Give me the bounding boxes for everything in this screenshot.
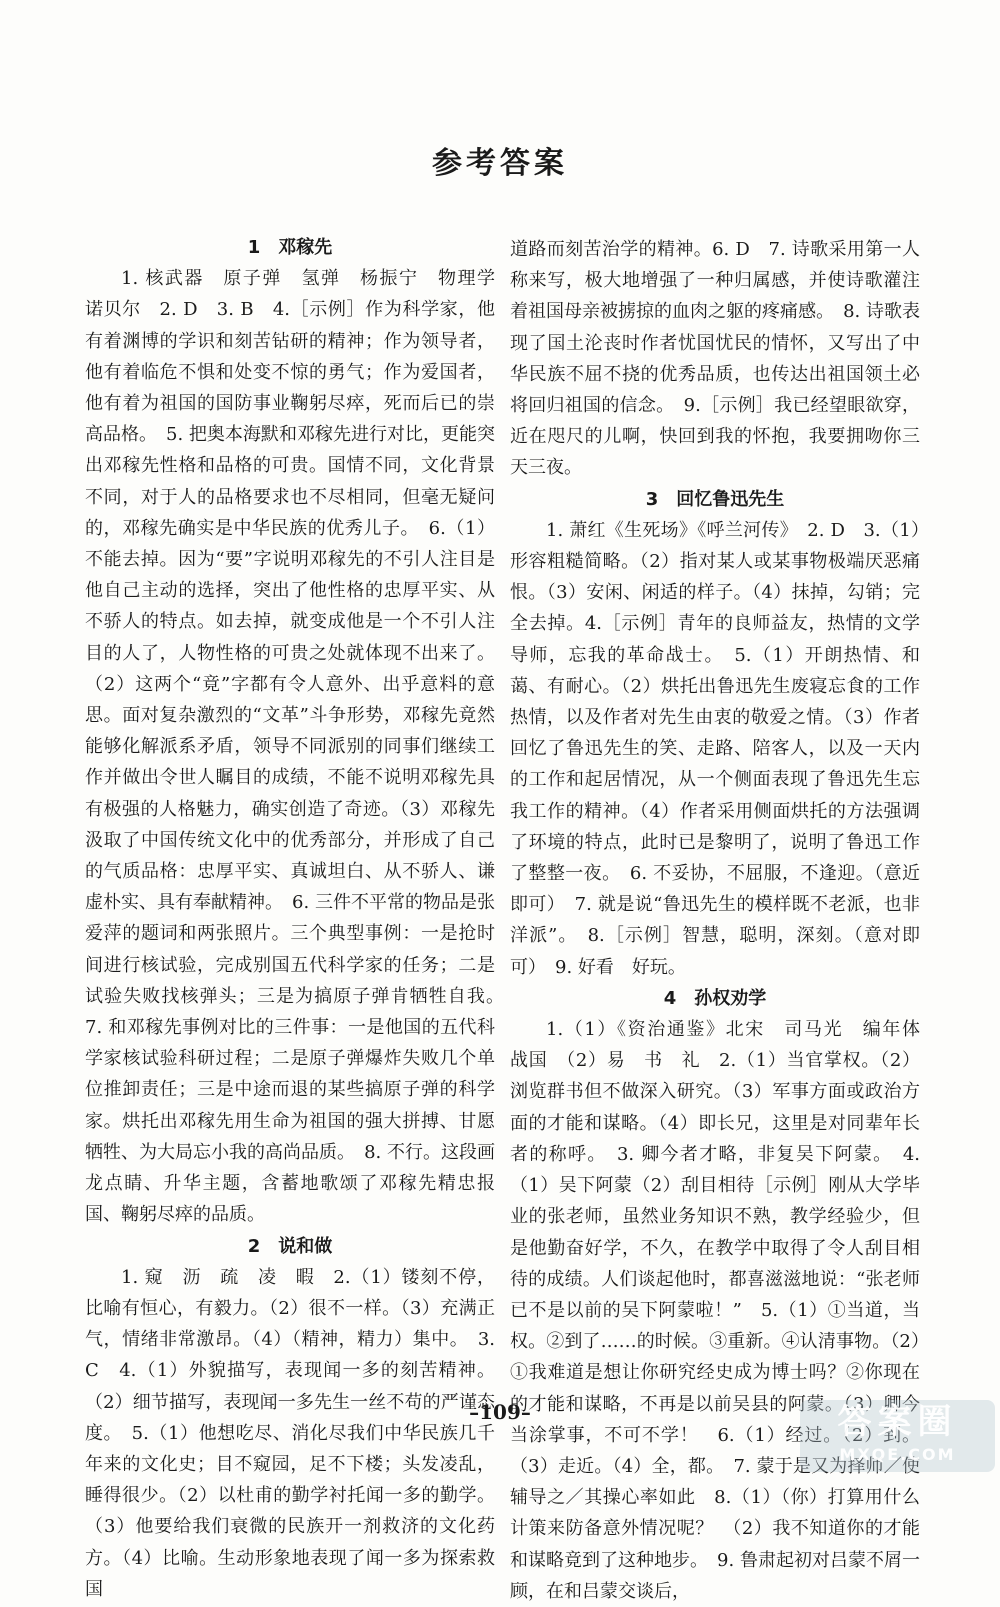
section-heading-2: 2 说和做 — [247, 1235, 333, 1257]
section-heading-3: 3 回忆鲁迅先生 — [645, 488, 785, 510]
section-heading-1: 1 邓稼先 — [247, 237, 333, 258]
section-heading-4: 4 孙权劝学 — [663, 987, 767, 1009]
section-text-1: 1. 核武器 原子弹 氢弹 杨振宁 物理学 诺贝尔 2. D 3. B 4.［示例］作为科学家，他有着渊博的学识和刻苦钻研的精神；作为领导者，他有着临危不惧和处变不惊的勇气；作为爱国者，他有着为祖国的国防事业鞠躬尽瘁，死而后已的崇高品格。 5. 把奥本海默和邓稼先进行对比，更能突出邓稼先性格和品格的可贵。国情不同，文化背景不同，对于人的品格要求也不尽相同，但毫无疑问的，邓稼先确实是中华民族的优秀儿子。 6.（1）不能去掉。因为“要”字说明邓稼先的不引人注目是他自己主动的选择，突出了他性格的忠厚平实、从不骄人的特点。如去掉，就变成他是一个不引人注目的人了，人物性格的可贵之处就体现不出来了。（2）这两个“竟”字都有令人意外、出乎意料的意思。面对复杂激烈的“文革”斗争形势，邓稼先竟然能够化解派系矛盾，领导不同派别的同事们继续工作并做出令世人瞩目的成绩，不能不说明邓稼先具有极强的人格魅力，确实创造了奇迹。（3）邓稼先汲取了中国传统文化中的优秀部分，并形成了自己的气质品格：忠厚平实、真诚坦白、从不骄人、谦虚朴实、具有奉献精神。 6. 三件不平常的物品是张爱萍的题词和两张照片。三个典型事例：一是抢时间进行核试验，完成别国五代科学家的任务；二是试验失败找核弹头；三是为搞原子弹肯牺牲自我。 7. 和邓稼先事例对比的三件事：一是他国的五代科学家核试验科研过程；二是原子弹爆炸失败几个单位推卸责任；三是中途而退的某些搞原子弹的科学家。烘托出邓稼先用生命为祖国的强大拼搏、甘愿牺牲、为大局忘小我的高尚品质。 8. 不行。这段画龙点睛、升华主题，含蓄地歌颂了邓稼先精忠报国、鞠躬尽瘁的品质。 — [85, 268, 513, 1226]
page-title: 参考答案 — [432, 146, 568, 181]
section-text-3: 1. 萧红《生死场》《呼兰河传》 2. D 3.（1）形容粗糙简略。（2）指对某人或某事物极端厌恶痛恨。（3）安闲、闲适的样子。（4）抹掉，勾销；完全去掉。4.［示例］青年的良师益友，热情的文学导师，忘我的革命战士。 5.（1）开朗热情、和蔼、有耐心。（2）烘托出鲁迅先生废寝忘食的工作热情，以及作者对先生由衷的敬爱之情。（3）作者回忆了鲁迅先生的笑、走路、陪客人，以及一天内的工作和起居情况，从一个侧面表现了鲁迅先生忘我工作的精神。（4）作者采用侧面烘托的方法强调了环境的特点，此时已是黎明了，说明了鲁迅工作了整整一夜。 6. 不妥协，不屈服，不逢迎。（意近即可） 7. 就是说“鲁迅先生的模样既不老派，也非洋派”。 8.［示例］智慧，聪明，深刻。（意对即可） 9. 好看 好玩。 — [510, 519, 920, 978]
watermark-sub-text: MXQE.COM — [839, 1445, 956, 1464]
watermark-main-text: 答案圈 — [837, 1402, 958, 1442]
section-text-2-continued: 道路而刻苦治学的精神。6. D 7. 诗歌采用第一人称来写，极大地增强了一种归属感，并使诗歌灌注着祖国母亲被掳掠的血肉之躯的疼痛感。 8. 诗歌表现了国土沦丧时作者忧国忧民的情怀，又写出了中华民族不屈不挠的优秀品质，也传达出祖国领土必将回归祖国的信念。 9.［示例］我已经望眼欲穿，近在咫尺的儿啊，快回到我的怀抱，我要拥吻你三天三夜。 — [510, 239, 920, 479]
page-number: –109– — [469, 1400, 531, 1424]
section-text-2: 1. 窥 沥 疏 凌 暇 2.（1）镂刻不停，比喻有恒心，有毅力。（2）很不一样。（3）充满正气，情绪非常激昂。（4）（精神，精力）集中。 3. C 4.（1）外貌描写，表现闻一多的刻苦精神。（2）细节描写，表现闻一多先生一丝不苟的严谨态度。 5.（1）他想吃尽、消化尽我们中华民族几千年来的文化史；目不窥园，足不下楼；头发凌乱，睡得很少。（2）以杜甫的勤学衬托闻一多的勤学。（3）他要给我们衰微的民族开一剂救济的文化药方。（4）比喻。生动形象地表现了闻一多为探索救国 — [85, 1266, 495, 1600]
section-text-4: 1.（1）《资治通鉴》北宋 司马光 编年体 战国 （2）易 书 礼 2.（1）当官掌权。（2）浏览群书但不做深入研究。（3）军事方面或政治方面的才能和谋略。（4）即长兄，这里是对同辈年长者的称呼。 3. 卿今者才略，非复吴下阿蒙。 4.（1）吴下阿蒙（2）刮目相待［示例］刚从大学毕业的张老师，虽然业务知识不熟，教学经验少，但是他勤奋好学，不久，在教学中取得了令人刮目相待的成绩。人们谈起他时，都喜滋滋地说：“张老师已不是以前的吴下阿蒙啦！” 5.（1）①当道，当权。②到了……的时候。③重新。④认清事物。（2）①我难道是想让你研究经史成为博士吗？②你现在的才能和谋略，不再是以前吴县的阿蒙。（3）卿今当涂掌事，不可不学！ 6.（1）经过。（2）到。（3）走近。（4）全，都。 7. 蒙于是又为择师／使辅导之／其操心率如此 8.（1）（你）打算用什么计策来防备意外情况呢？ （2）我不知道你的才能和谋略竟到了这种地步。 9. 鲁肃起初对吕蒙不屑一顾，在和吕蒙交谈后， — [510, 1019, 938, 1602]
watermark-logo — [800, 1400, 995, 1472]
